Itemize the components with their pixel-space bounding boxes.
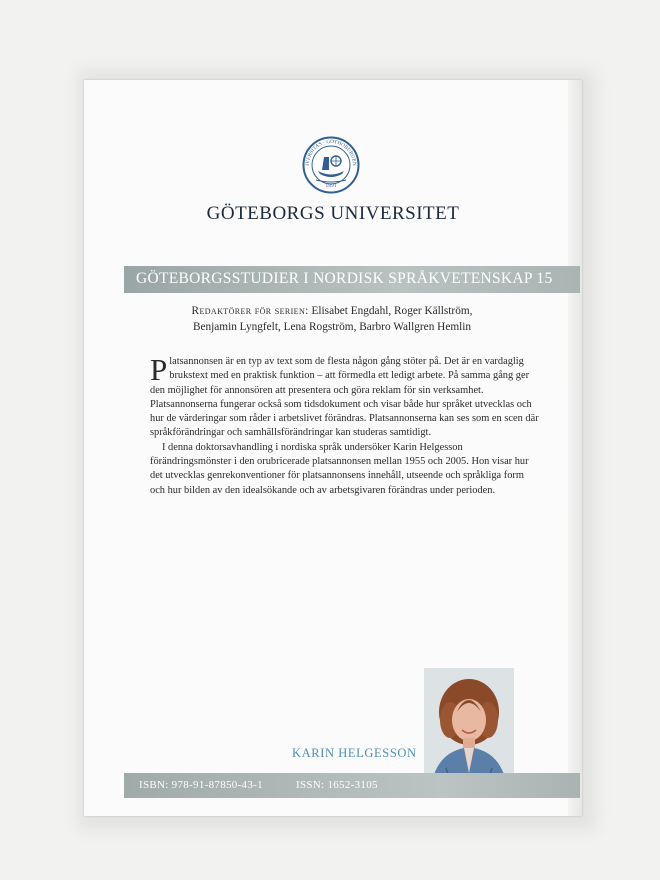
series-title: GÖTEBORGSSTUDIER I NORDISK SPRÅKVETENSKAP 15	[136, 270, 553, 287]
university-name: GÖTEBORGS UNIVERSITET	[206, 203, 460, 224]
blurb	[150, 352, 540, 498]
editors-line-1: Elisabet Engdahl, Roger Källström,	[311, 305, 473, 317]
university-seal-icon	[302, 136, 360, 194]
series-band	[124, 266, 580, 293]
book-spine-edge	[568, 80, 582, 816]
blurb-paragraph-1-text: latsannonsen är en typ av text som de flesta någon gång stöter på. Det är en vardaglig brukstext med en praktisk funktion – att förmedla ett ledigt arbete. På samma gång ger den möjlighet för annonsören att presentera och göra reklam för sin verksamhet. Platsannonserna fungerar också som tidsdokument och visar både hur språket utvecklas och hur de värderingar som råder i arbetslivet förändras. Platsannonserna kan ses som en scen där språkförändringar och samhällsförändringar kan studeras samtidigt.	[150, 356, 539, 439]
blurb-paragraph-1	[150, 352, 540, 441]
seal-text: IVERSITAS · GOTHOBURGEN	[304, 138, 358, 166]
isbn: ISBN: 978-91-87850-43-1	[139, 779, 263, 791]
author-name: KARIN HELGESSON	[292, 746, 417, 760]
series-editors	[110, 303, 554, 335]
editors-line-2: Benjamin Lyngfelt, Lena Rogström, Barbro Wallgren Hemlin	[192, 321, 472, 333]
editors-label: Redaktörer för serien:	[191, 305, 309, 317]
isbn-band	[124, 773, 580, 798]
issn: ISSN: 1652-3105	[296, 779, 378, 791]
seal-year: 1891	[325, 183, 337, 189]
blurb-paragraph-2: I denna doktorsavhandling i nordiska språk undersöker Karin Helgesson förändringsmönster i den orubricerade platsannonsen mellan 1955 och 2005. Hon visar hur det utvecklas genrekonventioner för platsannonsens innehåll, utseende och språkliga form och hur bilden av den idealsökande och av arbetsgivaren förändras under perioden.	[150, 441, 529, 496]
drop-cap: P	[150, 352, 168, 387]
